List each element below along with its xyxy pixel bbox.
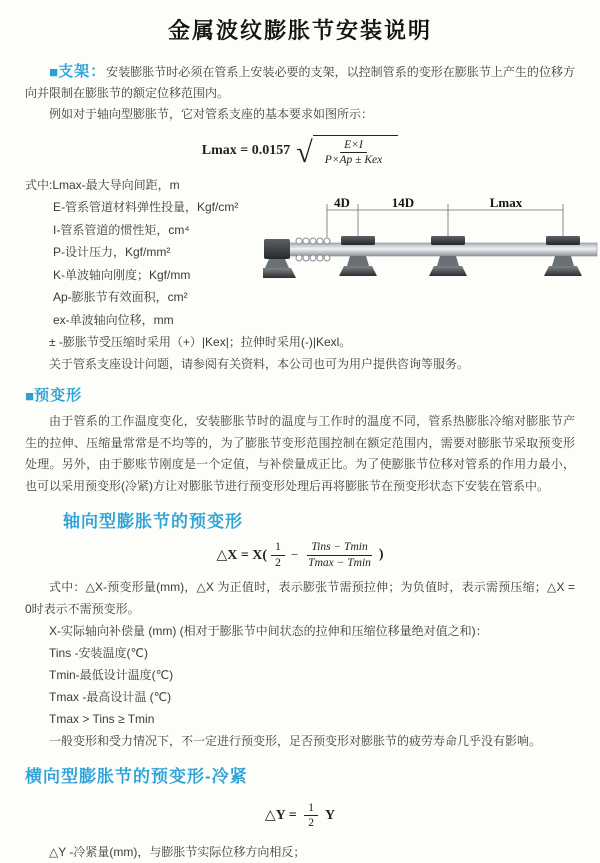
consult-note: 关于管系支座设计问题，请参阅有关资料，本公司也可为用户提供咨询等服务。 [49,357,470,372]
definition-line: K-单波轴向刚度；Kgf/mm [53,267,191,282]
predeform-section-heading [25,385,575,407]
support-example-line: 例如对于轴向型膨胀节，它对管系支座的基本要求如图所示： [49,107,374,121]
lateral-formula [25,801,575,831]
plus-minus-note: ± -膨胀节受压缩时采用（+）|Kex|；拉伸时采用(-)|Kexl。 [49,335,352,350]
support-intro-paragraph [25,61,575,104]
dimension-label-4d: 4D [334,195,350,210]
sqrt-sign: √ [296,136,313,170]
axial-note: Tins -安装温度(℃) [49,646,149,660]
predeform-section-title: 预变形 [34,387,83,405]
axial-formula-frac-den: Tmax − Tmin [308,556,371,569]
definition-line: ex-单波轴向位移，mm [53,312,174,327]
symbol-definitions [25,174,263,332]
lmax-formula [25,135,575,168]
support-intro-text: 安装膨胀节时必须在管系上安装必要的支架，以控制管系的变形在膨胀节上产生的位移方向并限制在膨胀节的额定位移范围内。 [25,65,575,100]
axial-note: 式中：△X-预变形量(mm)，△X 为正值时，表示膨张节需预拉伸；为负值时，表示需预压缩；△X = 0时表示不需预变形。 [25,580,575,616]
lateral-formula-num: 1 [304,801,318,816]
support-section-title: 支架： [58,63,107,80]
definition-line: 式中:Lmax-最大导向间距，m [25,177,180,192]
axial-formula-minus: − [290,547,299,563]
definition-line: P-设计压力，Kgf/mm² [53,245,171,260]
definitions-and-diagram [25,174,575,332]
pipe-support-diagram [263,174,600,332]
lmax-formula-denominator: P×Ap ± Kex [324,154,383,167]
axial-formula-lhs: △X = X( [216,547,268,563]
axial-note: Tmax > Tins ≥ Tmin [49,712,155,726]
dimension-label-14d: 14D [391,195,415,210]
pipe-diagram-svg [263,196,600,294]
axial-note: Tmax -最高设计温 (℃) [49,690,172,704]
axial-formula [25,540,575,570]
predeform-body-paragraph: 由于管系的工作温度变化，安装膨胀节时的温度与工作时的温度不同，管系热膨胀冷缩对膨胀节产生的拉伸、压缩量常常是不均等的，为了膨胀节变形范围控制在额定范围内，需要对膨胀节采取预变形处理。另外，由于膨账节刚度是一个定值，与补偿量成正比。为了使膨胀节位移对管系的作用力最小，也可以采用预变形(冷紧)方让对膨胀节进行预变形处理后再将膨胀节在预变形状态下安装在管系中。 [25,414,575,493]
axial-formula-half-num: 1 [271,540,285,555]
axial-note: X-实际轴向补偿量 (mm) (相对于膨胀节中间状态的拉伸和压缩位移量绝对值之和)： [49,624,488,638]
lateral-formula-den: 2 [308,817,314,830]
dimension-lines [327,204,563,240]
section-square-icon: ■ [25,388,35,406]
definition-line: I-管系管道的惯性矩，cm⁴ [53,222,190,237]
lateral-note: △Y -冷紧量(mm)，与膨胀节实际位移方向相反； [49,844,306,859]
lateral-subheading: 横向型膨胀节的预变形-冷紧 [25,767,248,786]
page-title: 金属波纹膨胀节安装说明 [167,18,432,43]
section-square-icon: ■ [49,64,59,81]
axial-note: 一般变形和受力情况下，不一定进行预变形，足否预变形对膨胀节的疲劳寿命几乎没有影响。 [49,734,542,748]
definition-line: Ap-膨胀节有效面积，cm² [53,290,188,305]
lateral-formula-rhs: Y [322,807,336,823]
axial-subheading: 轴向型膨胀节的预变形 [63,512,243,532]
axial-formula-frac-num: Tins − Tmin [307,540,371,555]
axial-note: Tmin-最低设计温度(℃) [49,668,174,682]
dimension-label-lmax: Lmax [489,195,523,210]
definition-line: E-管系管道材料弹性投量，Kgf/cm² [53,200,239,215]
axial-formula-half-den: 2 [275,556,281,569]
axial-formula-rhs: ) [378,547,384,563]
lmax-formula-numerator: E×I [340,138,367,153]
lmax-formula-radicand [313,135,399,168]
lmax-formula-lhs: Lmax = 0.0157 [201,143,291,159]
lateral-formula-lhs: △Y = [264,808,301,824]
